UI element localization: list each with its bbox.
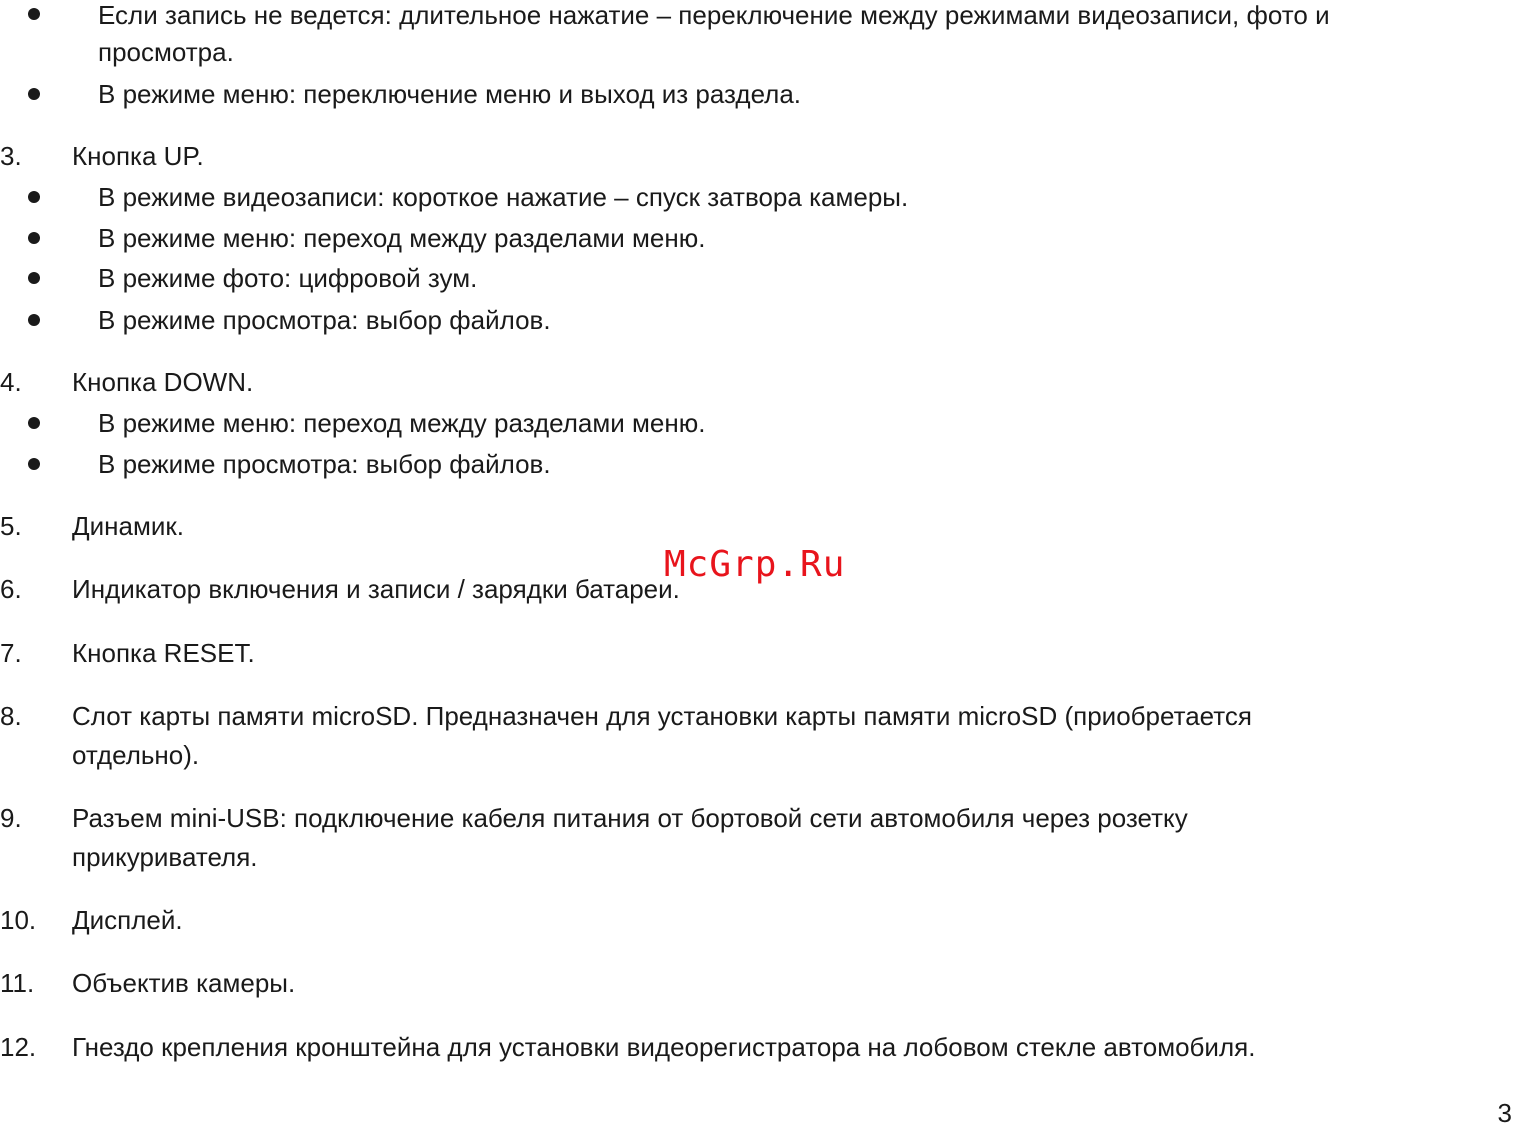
bullet-dot [28, 88, 40, 100]
page-number: 3 [1497, 1098, 1512, 1128]
item-8-number: 8. [0, 701, 22, 731]
item-8-text-line1: Слот карты памяти microSD. Предназначен для установки карты памяти microSD (приобретается [72, 701, 1252, 731]
item-3-bullet-2: В режиме меню: переход между разделами меню. [98, 223, 706, 253]
bullet-dot [28, 272, 40, 284]
bullet-dot [28, 191, 40, 203]
item-6-text: Индикатор включения и записи / зарядки батареи. [72, 574, 680, 604]
item-3-bullet-4: В режиме просмотра: выбор файлов. [98, 305, 551, 335]
item-9-number: 9. [0, 803, 22, 833]
item-10-text: Дисплей. [72, 905, 183, 935]
bullet-dot [28, 458, 40, 470]
item-3-number: 3. [0, 141, 22, 171]
item-11-text: Объектив камеры. [72, 968, 296, 998]
item-10-number: 10. [0, 905, 37, 935]
bullet-dot [28, 8, 40, 20]
item-9-text-line1: Разъем mini-USB: подключение кабеля питания от бортовой сети автомобиля через розетку [72, 803, 1188, 833]
item-12-number: 12. [0, 1032, 37, 1062]
item-3-bullet-3: В режиме фото: цифровой зум. [98, 263, 478, 293]
item-7-number: 7. [0, 638, 22, 668]
item-3-title: Кнопка UP. [72, 141, 204, 171]
item-4-title: Кнопка DOWN. [72, 367, 254, 397]
item-5-text: Динамик. [72, 511, 184, 541]
item-12-text: Гнездо крепления кронштейна для установки видеорегистратора на лобовом стекле автомобиля. [72, 1032, 1256, 1062]
item-4-number: 4. [0, 367, 22, 397]
item-7-text: Кнопка RESET. [72, 638, 255, 668]
intro-bullet-2: В режиме меню: переключение меню и выход из раздела. [98, 79, 802, 109]
item-6-number: 6. [0, 574, 22, 604]
bullet-dot [28, 314, 40, 326]
item-4-bullet-2: В режиме просмотра: выбор файлов. [98, 449, 551, 479]
intro-bullet-1-line1: Если запись не ведется: длительное нажатие – переключение между режимами видеозаписи, фото и [98, 0, 1330, 30]
item-5-number: 5. [0, 511, 22, 541]
bullet-dot [28, 232, 40, 244]
item-3-bullet-1: В режиме видеозаписи: короткое нажатие – спуск затвора камеры. [98, 182, 909, 212]
bullet-dot [28, 417, 40, 429]
watermark: McGrp.Ru [664, 544, 846, 585]
item-8-text-line2: отдельно). [72, 740, 200, 770]
item-11-number: 11. [0, 968, 35, 998]
item-9-text-line2: прикуривателя. [72, 842, 258, 872]
item-4-bullet-1: В режиме меню: переход между разделами меню. [98, 408, 706, 438]
intro-bullet-1-line2: просмотра. [98, 37, 234, 67]
